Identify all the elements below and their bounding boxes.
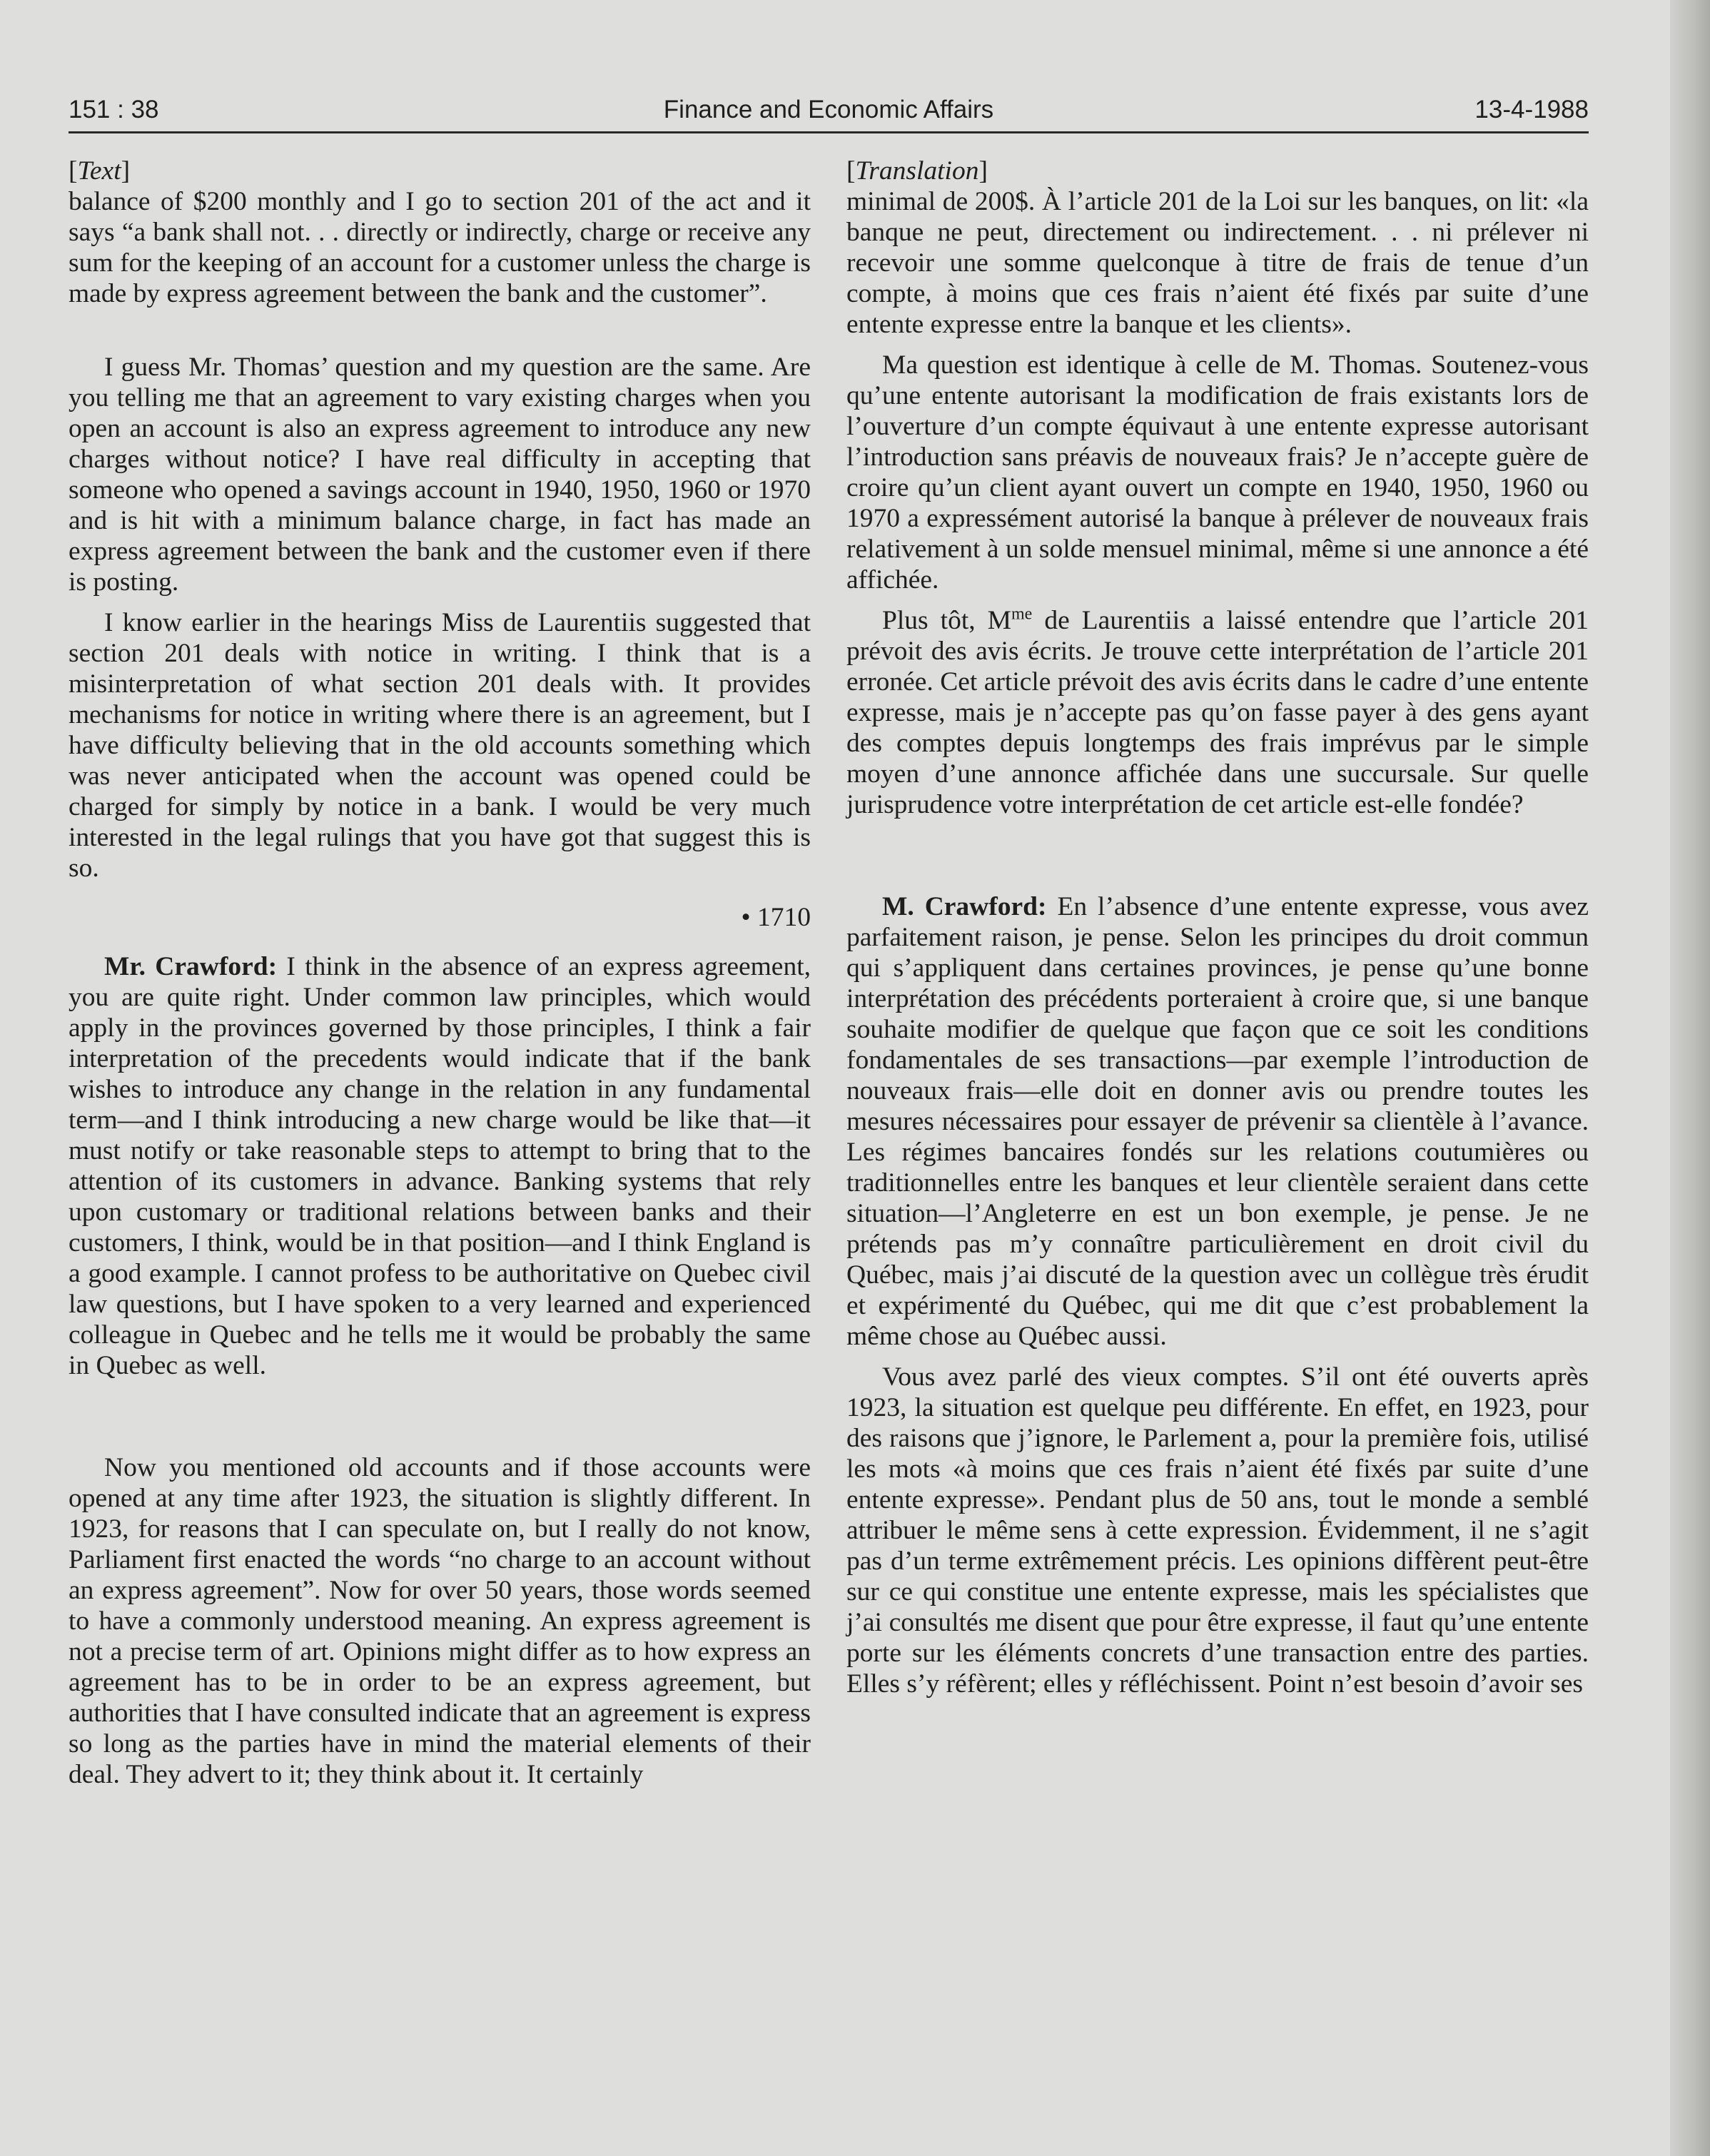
paragraph: Vous avez parlé des vieux comptes. S’il ont été ouverts après 1923, la situation est quelque peu différente. En effet, en 1923, pour des raisons que j’ignore, le Parlement a, pour la première fois, utilisé les mots «à moins que ces frais n’aient été fixés par suite d’une entente expresse». Pendant plus de 50 ans, tout le monde a semblé attribuer le même sens à cette expression. Évidemment, il ne s’agit pas d’un terme extrêmement précis. Les opinions diffèrent peut-être sur ce qui constitue une entente expresse, mais les spécialistes que j’ai consultés me disent que pour être expresse, il faut qu’une entente porte sur les éléments concrets d’une transaction entre des parties. Elles s’y réfèrent; elles y réfléchissent. Point n’est besoin d’avoir ses [846, 1362, 1589, 1699]
paragraph [846, 605, 1589, 820]
english-column [69, 156, 811, 1790]
timestamp: • 1710 [741, 903, 811, 932]
superscript: me [1011, 604, 1033, 624]
header-date: 13-4-1988 [1474, 96, 1589, 123]
page-edge [1670, 0, 1710, 2156]
text-label: [ Text ] [69, 156, 811, 186]
page-reference: 151 : 38 [69, 96, 159, 123]
speaker-name: Mr. Crawford: [104, 952, 278, 981]
paragraph: I know earlier in the hearings Miss de Laurentiis suggested that section 201 deals with notice in writing. I think that is a misinterpretation of what section 201 deals with. It provides mechanisms for notice in writing where there is an agreement, but I have difficulty believing that in the old accounts something which was never anticipated when the account was opened could be charged for simply by notice in a bank. I would be very much interested in the legal rulings that you have got that suggest this is so. [69, 608, 811, 883]
paragraph-text: Plus tôt, M [882, 606, 1011, 635]
paragraph [846, 891, 1589, 1352]
paragraph: Now you mentioned old accounts and if those accounts were opened at any time after 1923, the situation is slightly different. In 1923, for reasons that I can speculate on, but I really do not know, Parliament first enacted the words “no charge to an account without an express agreement”. Now for over 50 years, those words seemed to have a commonly understood meaning. An express agreement is not a precise term of art. Opinions might differ as to how express an agreement has to be in order to be an express agreement, but authorities that I have consulted indicate that an agreement is express so long as the parties have in mind the material elements of their deal. They advert to it; they think about it. It certainly [69, 1453, 811, 1789]
paragraph: balance of $200 monthly and I go to section 201 of the act and it says “a bank shall not. . . directly or indirectly, charge or receive any sum for the keeping of an account for a customer unless the charge is made by express agreement between the bank and the customer”. [69, 187, 811, 308]
paragraph-text: de Laurentiis a laissé entendre que l’article 201 prévoit des avis écrits. Je trouve cette interprétation de l’article 201 erronée. Cet article prévoit des avis écrits dans le cadre d’une entente expresse, mais je n’accepte pas qu’on fasse payer à des gens ayant des comptes depuis longtemps des frais imprévus par le simple moyen d’une annonce affichée dans une succursale. Sur quelle jurisprudence votre interprétation de cet article est-elle fondée? [846, 606, 1589, 819]
page-header [69, 96, 1589, 131]
header-rule [69, 131, 1589, 133]
translation-label: [ Translation ] [846, 156, 1589, 186]
speech-text: I think in the absence of an express agreement, you are quite right. Under common law principles, which would apply in the provinces governed by those principles, I think a fair interpretation of the precedents would indicate that if the bank wishes to introduce any change in the relation in any fundamental term—and I think introducing a new charge would be like that—it must notify or take reasonable steps to attempt to bring that to the attention of its customers in advance. Banking systems that rely upon customary or traditional relations between banks and their customers, I think, would be in that position—and I think England is a good example. I cannot profess to be authoritative on Quebec civil law questions, but I have spoken to a very learned and experienced colleague in Quebec and he tells me it would be probably the same in Quebec as well. [69, 952, 811, 1380]
speaker-name: M. Crawford: [882, 892, 1047, 921]
paragraph [69, 951, 811, 1381]
running-title: Finance and Economic Affairs [663, 96, 994, 123]
paragraph: minimal de 200$. À l’article 201 de la Loi sur les banques, on lit: «la banque ne peut, directement ou indirectement. . . ni prélever ni recevoir une somme quelconque à titre de frais de tenue d’un compte, à moins que ces frais n’aient été fixés par suite d’une entente expresse entre la banque et les clients». [846, 187, 1589, 339]
speech-text: En l’absence d’une entente expresse, vous avez parfaitement raison, je pense. Selon les principes du droit commun qui s’appliquent dans certaines provinces, je pense qu’une bonne interprétation des précédents porteraient à croire que, si une banque souhaite modifier de quelque que façon que ce soit les conditions fondamentales de ses transactions—par exemple l’introduction de nouveaux frais—elle doit en donner avis ou prendre toutes les mesures nécessaires pour essayer de prévenir sa clientèle à l’avance. Les régimes bancaires fondés sur les relations coutumières ou traditionnelles entre les banques et leur clientèle seraient dans cette situation—l’Angleterre en est un bon exemple, je pense. Je ne prétends pas m’y connaître particulièrement en droit civil du Québec, mais j’ai discuté de la question avec un collègue très érudit et expérimenté du Québec, qui me dit que c’est probablement la même chose au Québec aussi. [846, 892, 1589, 1351]
paragraph: I guess Mr. Thomas’ question and my question are the same. Are you telling me that an agreement to vary existing charges when you open an account is also an express agreement to introduce any new charges without notice? I have real difficulty in accepting that someone who opened a savings account in 1940, 1950, 1960 or 1970 and is hit with a minimum balance charge, in fact has made an express agreement between the bank and the customer even if there is posting. [69, 353, 811, 597]
paragraph: Ma question est identique à celle de M. Thomas. Soutenez-vous qu’une entente autorisant la modification de frais existants lors de l’ouverture d’un compte équivaut à une entente expresse autorisant l’introduction sans préavis de nouveaux frais? Je n’accepte guère de croire qu’un client ayant ouvert un compte en 1940, 1950, 1960 ou 1970 a expressément autorisé la banque à prélever de nouveaux frais relativement à un solde mensuel minimal, même si une annonce a été affichée. [846, 350, 1589, 594]
french-column [846, 156, 1589, 1699]
